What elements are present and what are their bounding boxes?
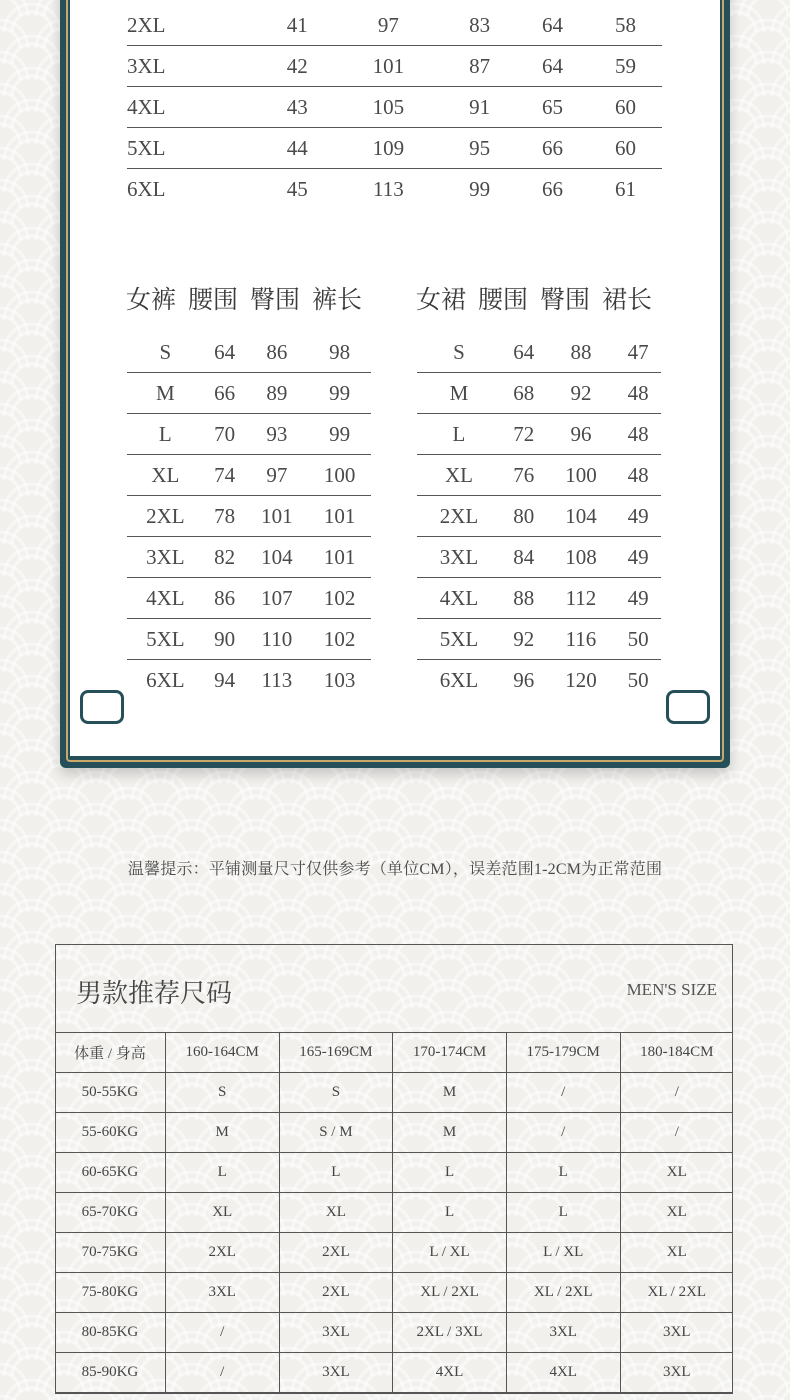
frame-corner-ornament-right [666, 690, 710, 724]
mens-size-cell: 3XL [620, 1353, 733, 1393]
skirt-size-cell: 50 [627, 667, 649, 692]
mens-size-cell: 55-60KG [55, 1113, 165, 1153]
top-size-cell: 5XL [127, 128, 261, 169]
top-size-cell: 60 [589, 87, 662, 128]
mens-size-cell: / [620, 1113, 733, 1153]
mens-size-cell: / [506, 1073, 620, 1113]
mens-size-cell: 60-65KG [55, 1153, 165, 1193]
pants-size-cell: 99 [308, 373, 371, 414]
top-size-row [127, 5, 662, 46]
mens-size-row [55, 1193, 733, 1233]
pants-size-row [127, 537, 371, 578]
mens-size-cell: 3XL [165, 1273, 279, 1313]
top-size-row [127, 87, 662, 128]
top-size-cell: 66 [516, 128, 589, 169]
mens-size-cell: 2XL / 3XL [393, 1313, 507, 1353]
mens-size-cell: L / XL [393, 1233, 507, 1273]
skirt-size-row [417, 455, 661, 496]
skirt-size-cell: 92 [547, 373, 616, 414]
pants-size-row [127, 373, 371, 414]
pants-size-cell: S [127, 332, 204, 373]
skirt-header-3: 裙长 [602, 287, 653, 314]
top-size-cell: 97 [334, 5, 443, 46]
top-size-cell: 95 [443, 128, 516, 169]
skirt-size-cell: 48 [615, 455, 661, 496]
mens-size-cell: 85-90KG [55, 1353, 165, 1393]
skirt-size-cell: M [417, 373, 501, 414]
top-size-table [127, 5, 662, 209]
top-size-cell: 64 [516, 46, 589, 87]
pants-size-cell: 86 [204, 578, 246, 619]
pants-size-cell: 103 [323, 667, 356, 692]
skirt-size-row [417, 619, 661, 660]
pants-size-row [127, 660, 371, 701]
top-size-row [127, 46, 662, 87]
mens-size-cell: 4XL [393, 1353, 507, 1393]
top-size-cell: 44 [261, 128, 334, 169]
mens-size-table [55, 1032, 733, 1393]
mens-size-cell: 2XL [279, 1273, 393, 1313]
top-size-cell: 41 [261, 5, 334, 46]
mens-size-cell: L [165, 1153, 279, 1193]
pants-size-cell: 110 [246, 619, 309, 660]
skirt-size-cell: 120 [565, 667, 597, 692]
mens-size-cell: 2XL [279, 1233, 393, 1273]
mens-size-cell: 3XL [506, 1313, 620, 1353]
skirt-size-row [417, 578, 661, 619]
mens-size-subtitle: MEN'S SIZE [626, 980, 717, 999]
top-size-cell: 58 [589, 5, 662, 46]
skirt-size-cell: 47 [615, 332, 661, 373]
skirt-size-cell: 92 [501, 619, 547, 660]
mens-size-header-cell: 160-164CM [165, 1033, 279, 1073]
skirt-header-1: 腰围 [478, 287, 529, 314]
skirt-size-row [417, 373, 661, 414]
mens-size-cell: XL [620, 1193, 733, 1233]
skirt-size-cell: 48 [615, 414, 661, 455]
mens-size-cell: M [393, 1113, 507, 1153]
top-size-cell: 6XL [127, 176, 166, 201]
mens-size-row [55, 1353, 733, 1393]
pants-size-cell: 113 [261, 667, 293, 692]
mens-size-cell: L [506, 1153, 620, 1193]
top-size-cell: 66 [542, 176, 564, 201]
pants-size-row [127, 496, 371, 537]
top-size-row [127, 169, 662, 210]
mens-size-header-cell: 170-174CM [393, 1033, 507, 1073]
skirt-size-cell: 108 [547, 537, 616, 578]
skirt-size-cell: 76 [501, 455, 547, 496]
skirt-size-row [417, 332, 661, 373]
pants-size-cell: 5XL [127, 619, 204, 660]
mens-size-cell: L [393, 1153, 507, 1193]
mens-size-cell: / [620, 1073, 733, 1113]
pants-size-cell: 66 [204, 373, 246, 414]
mens-size-cell: XL / 2XL [393, 1273, 507, 1313]
top-size-cell: 59 [589, 46, 662, 87]
pants-size-cell: 99 [308, 414, 371, 455]
pants-size-cell: XL [127, 455, 204, 496]
pants-size-cell: L [127, 414, 204, 455]
mens-size-cell: 80-85KG [55, 1313, 165, 1353]
top-size-cell: 113 [373, 176, 404, 201]
pants-size-row [127, 332, 371, 373]
top-size-cell: 65 [516, 87, 589, 128]
mens-size-header-cell: 180-184CM [620, 1033, 733, 1073]
mens-size-cell: 50-55KG [55, 1073, 165, 1113]
mens-size-cell: L / XL [506, 1233, 620, 1273]
mens-size-header-cell: 175-179CM [506, 1033, 620, 1073]
pants-size-cell: 97 [246, 455, 309, 496]
pants-size-cell: 74 [204, 455, 246, 496]
mens-size-cell: M [393, 1073, 507, 1113]
mens-size-cell: XL [165, 1193, 279, 1233]
mens-size-cell: XL / 2XL [506, 1273, 620, 1313]
pants-header-2: 臀围 [250, 287, 301, 314]
skirt-size-cell: 116 [547, 619, 616, 660]
mens-size-cell: / [165, 1313, 279, 1353]
top-size-cell: 2XL [127, 5, 261, 46]
pants-header-0: 女裤 [126, 287, 177, 314]
top-size-cell: 43 [261, 87, 334, 128]
pants-size-row [127, 414, 371, 455]
mens-size-title: 男款推荐尺码 [76, 979, 233, 1008]
top-size-cell: 101 [334, 46, 443, 87]
mens-size-cell: 4XL [506, 1353, 620, 1393]
skirt-size-cell: 68 [501, 373, 547, 414]
mens-size-row [55, 1113, 733, 1153]
skirt-size-cell: S [417, 332, 501, 373]
pants-header [126, 280, 374, 316]
top-size-table-body [127, 5, 662, 209]
top-size-cell: 60 [589, 128, 662, 169]
mens-size-header-row [55, 1033, 733, 1073]
skirt-size-cell: 49 [615, 496, 661, 537]
mens-size-header-cell: 体重 / 身高 [55, 1033, 165, 1073]
mens-size-cell: M [165, 1113, 279, 1153]
mens-size-cell: XL [279, 1193, 393, 1233]
pants-size-cell: 4XL [127, 578, 204, 619]
mens-size-row [55, 1073, 733, 1113]
skirt-size-row [417, 537, 661, 578]
skirt-size-cell: 96 [513, 667, 535, 692]
skirt-header-0: 女裙 [416, 287, 467, 314]
pants-size-row [127, 619, 371, 660]
mens-size-box [55, 944, 733, 1394]
mens-size-cell: 65-70KG [55, 1193, 165, 1233]
mens-size-cell: S / M [279, 1113, 393, 1153]
mens-size-cell: XL / 2XL [620, 1273, 733, 1313]
pants-size-cell: 3XL [127, 537, 204, 578]
skirt-header-2: 臀围 [540, 287, 591, 314]
pants-size-cell: 82 [204, 537, 246, 578]
skirt-size-cell: XL [417, 455, 501, 496]
pants-header-1: 腰围 [188, 287, 239, 314]
mens-size-cell: XL [620, 1233, 733, 1273]
pants-size-cell: 93 [246, 414, 309, 455]
pants-size-cell: 64 [204, 332, 246, 373]
skirt-size-cell: 88 [547, 332, 616, 373]
skirt-size-cell: 104 [547, 496, 616, 537]
mens-size-cell: 70-75KG [55, 1233, 165, 1273]
mens-size-cell: S [279, 1073, 393, 1113]
skirt-size-cell: 49 [615, 537, 661, 578]
measurement-tip: 温馨提示：平铺测量尺寸仅供参考（单位CM），误差范围1-2CM为正常范围 [127, 861, 663, 878]
mens-size-cell: 3XL [279, 1353, 393, 1393]
skirt-size-cell: 64 [501, 332, 547, 373]
skirt-size-cell: 4XL [417, 578, 501, 619]
skirt-size-cell: 112 [547, 578, 616, 619]
skirt-header [416, 280, 664, 316]
frame-corner-ornament-left [80, 690, 124, 724]
mens-size-cell: 2XL [165, 1233, 279, 1273]
pants-size-cell: 94 [214, 667, 236, 692]
pants-size-cell: 107 [246, 578, 309, 619]
skirt-size-cell: 6XL [439, 667, 479, 692]
top-size-cell: 99 [469, 176, 491, 201]
skirt-size-cell: 88 [501, 578, 547, 619]
top-size-cell: 91 [443, 87, 516, 128]
mens-size-row [55, 1233, 733, 1273]
skirt-size-cell: 49 [615, 578, 661, 619]
skirt-size-row [417, 660, 661, 701]
mens-size-cell: / [506, 1113, 620, 1153]
mens-size-table-body [55, 1033, 733, 1393]
pants-size-cell: 101 [308, 496, 371, 537]
skirt-size-row [417, 414, 661, 455]
pants-size-cell: 70 [204, 414, 246, 455]
pants-size-cell: 6XL [146, 667, 185, 692]
skirt-size-cell: 72 [501, 414, 547, 455]
skirt-size-cell: 2XL [417, 496, 501, 537]
pants-size-cell: M [127, 373, 204, 414]
top-size-cell: 45 [286, 176, 308, 201]
top-size-cell: 83 [443, 5, 516, 46]
mens-size-cell: 75-80KG [55, 1273, 165, 1313]
mens-size-cell: / [165, 1353, 279, 1393]
skirt-size-cell: 48 [615, 373, 661, 414]
pants-size-cell: 90 [204, 619, 246, 660]
pants-size-cell: 86 [246, 332, 309, 373]
pants-size-cell: 102 [308, 578, 371, 619]
skirt-size-row [417, 496, 661, 537]
skirt-size-cell: 84 [501, 537, 547, 578]
skirt-size-cell: 100 [547, 455, 616, 496]
skirt-size-cell: 96 [547, 414, 616, 455]
pants-size-row [127, 578, 371, 619]
top-size-cell: 4XL [127, 87, 261, 128]
mens-size-row [55, 1273, 733, 1313]
pants-size-cell: 2XL [127, 496, 204, 537]
skirt-size-cell: 5XL [417, 619, 501, 660]
pants-header-3: 裤长 [312, 287, 363, 314]
pants-size-cell: 100 [308, 455, 371, 496]
pants-size-cell: 104 [246, 537, 309, 578]
mens-size-row [55, 1153, 733, 1193]
mens-size-cell: 3XL [620, 1313, 733, 1353]
mens-size-cell: S [165, 1073, 279, 1113]
pants-size-cell: 78 [204, 496, 246, 537]
pants-size-cell: 101 [308, 537, 371, 578]
mens-size-cell: L [506, 1193, 620, 1233]
mens-size-row [55, 1313, 733, 1353]
pants-size-cell: 98 [308, 332, 371, 373]
top-size-cell: 61 [615, 176, 637, 201]
top-size-cell: 105 [334, 87, 443, 128]
top-size-row [127, 128, 662, 169]
skirt-size-cell: 50 [615, 619, 661, 660]
skirt-size-cell: 3XL [417, 537, 501, 578]
pants-size-row [127, 455, 371, 496]
skirt-size-cell: L [417, 414, 501, 455]
top-size-cell: 3XL [127, 46, 261, 87]
pants-size-cell: 89 [246, 373, 309, 414]
pants-size-cell: 102 [308, 619, 371, 660]
skirt-size-table-body [417, 332, 661, 700]
skirt-size-cell: 80 [501, 496, 547, 537]
top-size-cell: 109 [334, 128, 443, 169]
top-size-cell: 42 [261, 46, 334, 87]
top-size-cell: 87 [443, 46, 516, 87]
mens-size-cell: 3XL [279, 1313, 393, 1353]
skirt-size-table [417, 332, 661, 700]
pants-size-table [127, 332, 371, 700]
mens-size-header-cell: 165-169CM [279, 1033, 393, 1073]
pants-size-table-body [127, 332, 371, 700]
mens-size-cell: L [393, 1193, 507, 1233]
pants-size-cell: 101 [246, 496, 309, 537]
mens-size-cell: XL [620, 1153, 733, 1193]
mens-size-cell: L [279, 1153, 393, 1193]
top-size-cell: 64 [516, 5, 589, 46]
